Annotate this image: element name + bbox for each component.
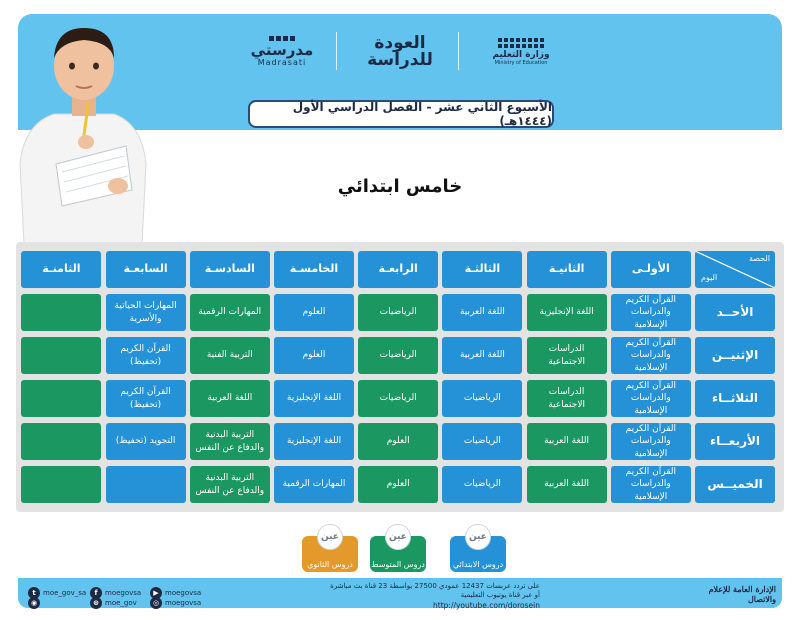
- ein-logo: عين: [317, 524, 343, 550]
- lesson-cell[interactable]: التربية البدنية والدفاع عن النفس: [190, 423, 270, 460]
- lesson-cell[interactable]: اللغة العربية: [442, 294, 522, 331]
- lesson-cell[interactable]: [21, 380, 101, 417]
- lesson-cell[interactable]: المهارات الرقمية: [274, 466, 354, 503]
- lesson-cell[interactable]: اللغة العربية: [190, 380, 270, 417]
- snapchat-icon: ◉: [28, 597, 40, 609]
- facebook-icon: f: [90, 587, 102, 599]
- media-department-logo: الإدارة العامة للإعلام والاتصال: [708, 584, 776, 604]
- period-header: الثالثـة: [442, 251, 522, 288]
- channel-label: دروس الثانوي: [307, 560, 353, 569]
- lesson-cell[interactable]: اللغة الإنجليزية: [274, 423, 354, 460]
- social-handle: moegovsa: [105, 589, 142, 597]
- lesson-cell[interactable]: المهارات الحياتية والأسرية: [106, 294, 186, 331]
- period-header: السادسـة: [190, 251, 270, 288]
- day-label: الخميــس: [695, 466, 775, 503]
- period-header: الخامسـة: [274, 251, 354, 288]
- social-dribbble[interactable]: [90, 596, 137, 610]
- social-handle: moegovsa: [165, 599, 202, 607]
- lesson-cell[interactable]: [21, 337, 101, 374]
- schedule-corner-header: [695, 251, 775, 288]
- channel-badge-primary[interactable]: [450, 532, 506, 572]
- student-illustration: [14, 14, 154, 244]
- back-to-school-logo: [355, 30, 445, 74]
- logo-divider: [336, 32, 337, 70]
- lesson-cell[interactable]: المهارات الرقمية: [190, 294, 270, 331]
- broadcast-line-2: أو عبر قناة يوتيوب التعليمية: [460, 591, 540, 600]
- period-header: الأولـى: [611, 251, 691, 288]
- lesson-cell[interactable]: القرآن الكريم (تحفيظ): [106, 337, 186, 374]
- youtube-icon: ▶: [150, 587, 162, 599]
- lesson-cell[interactable]: القرآن الكريم والدراسات الإسلامية: [611, 294, 691, 331]
- moe-logo-text-ar: وزارة التعليم: [492, 50, 550, 60]
- social-handle: moegovsa: [165, 589, 202, 597]
- ein-logo: عين: [385, 524, 411, 550]
- lesson-cell[interactable]: [106, 466, 186, 503]
- lesson-cell[interactable]: القرآن الكريم والدراسات الإسلامية: [611, 380, 691, 417]
- lesson-cell[interactable]: الرياضيات: [442, 466, 522, 503]
- twitter-icon: t: [28, 587, 40, 599]
- dribbble-icon: ⊛: [90, 597, 102, 609]
- social-snapchat[interactable]: [28, 596, 43, 610]
- madrasati-text-en: Madrasati: [257, 58, 307, 68]
- moe-logo-text-en: Ministry of Education: [494, 60, 548, 66]
- lesson-cell[interactable]: القرآن الكريم والدراسات الإسلامية: [611, 466, 691, 503]
- period-header: الرابعـة: [358, 251, 438, 288]
- lesson-cell[interactable]: اللغة العربية: [527, 423, 607, 460]
- lesson-cell[interactable]: اللغة الإنجليزية: [527, 294, 607, 331]
- period-header: السابعـة: [106, 251, 186, 288]
- broadcast-info: [300, 582, 540, 611]
- madrasati-text-ar: مدرستي: [250, 41, 314, 60]
- ein-logo: عين: [465, 524, 491, 550]
- channel-label: دروس الابتدائي: [452, 560, 504, 569]
- day-axis-label: اليوم: [701, 273, 718, 283]
- lesson-cell[interactable]: الدراسات الاجتماعية: [527, 337, 607, 374]
- period-axis-label: الحصة: [748, 254, 770, 263]
- lesson-cell[interactable]: العلوم: [274, 337, 354, 374]
- lesson-cell[interactable]: الرياضيات: [442, 423, 522, 460]
- lesson-cell[interactable]: الرياضيات: [358, 294, 438, 331]
- lesson-cell[interactable]: العلوم: [358, 423, 438, 460]
- day-label: الثلاثــاء: [695, 380, 775, 417]
- lesson-cell[interactable]: الرياضيات: [442, 380, 522, 417]
- broadcast-line-1: على تردد عربسات 12437 عمودي 27500 بواسطة 23 قناة بث مباشرة: [330, 582, 540, 590]
- instagram-icon: ◎: [150, 597, 162, 609]
- lesson-cell[interactable]: العلوم: [274, 294, 354, 331]
- social-handle: moe_gov_sa: [43, 589, 87, 597]
- campaign-line-1: العودة: [374, 33, 426, 53]
- lesson-cell[interactable]: [21, 423, 101, 460]
- day-label: الأحــد: [695, 294, 775, 331]
- lesson-cell[interactable]: القرآن الكريم (تحفيظ): [106, 380, 186, 417]
- lesson-cell[interactable]: التجويد (تحفيظ): [106, 423, 186, 460]
- channel-badge-intermediate[interactable]: [370, 532, 426, 572]
- lesson-cell[interactable]: العلوم: [358, 466, 438, 503]
- day-label: الأربعــاء: [695, 423, 775, 460]
- lesson-cell[interactable]: التربية البدنية والدفاع عن النفس: [190, 466, 270, 503]
- week-title: الأسبوع الثاني عشر - الفصل الدراسي الأول (١٤٤٤هـ): [248, 100, 554, 128]
- channel-badge-secondary[interactable]: [302, 532, 358, 572]
- grade-title: خامس ابتدائي: [337, 176, 463, 197]
- lesson-cell[interactable]: القرآن الكريم والدراسات الإسلامية: [611, 423, 691, 460]
- lesson-cell[interactable]: اللغة الإنجليزية: [274, 380, 354, 417]
- youtube-link[interactable]: http://youtube.com/dorosein: [433, 600, 540, 610]
- lesson-cell[interactable]: اللغة العربية: [442, 337, 522, 374]
- period-header: الثامنـة: [21, 251, 101, 288]
- lesson-cell[interactable]: الرياضيات: [358, 337, 438, 374]
- day-label: الإثنيــن: [695, 337, 775, 374]
- lesson-cell[interactable]: القرآن الكريم والدراسات الإسلامية: [611, 337, 691, 374]
- lesson-cell[interactable]: [21, 294, 101, 331]
- madrasati-logo: [244, 30, 320, 74]
- social-instagram[interactable]: [150, 596, 201, 610]
- lesson-cell[interactable]: الرياضيات: [358, 380, 438, 417]
- moe-logo: [478, 30, 564, 74]
- channel-label: دروس المتوسط: [371, 560, 425, 569]
- campaign-line-2: للدراسة: [367, 50, 433, 70]
- social-handle: moe_gov: [105, 599, 137, 607]
- logo-divider: [458, 32, 459, 70]
- lesson-cell[interactable]: الدراسات الاجتماعية: [527, 380, 607, 417]
- period-header: الثانيـة: [527, 251, 607, 288]
- lesson-cell[interactable]: اللغة العربية: [527, 466, 607, 503]
- lesson-cell[interactable]: التربية الفنية: [190, 337, 270, 374]
- moe-logo-mark: [498, 38, 544, 48]
- lesson-cell[interactable]: [21, 466, 101, 503]
